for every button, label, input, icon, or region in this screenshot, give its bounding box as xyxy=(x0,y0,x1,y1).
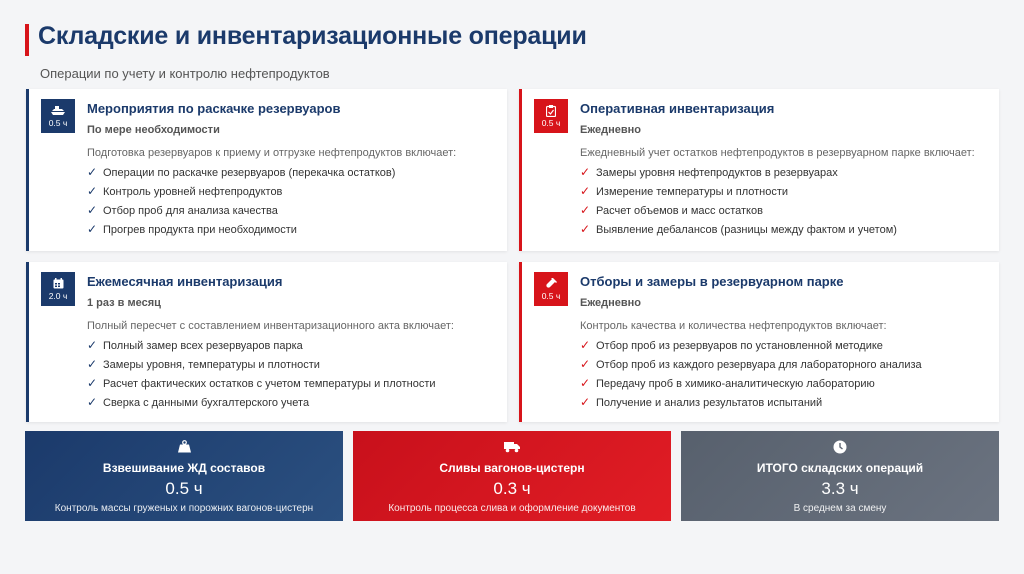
page-title: Складские и инвентаризационные операции xyxy=(38,22,587,50)
clipboard-check-icon xyxy=(546,105,556,117)
card-title: Оперативная инвентаризация xyxy=(580,101,775,116)
stat-value: 0.3 ч xyxy=(493,479,531,498)
card-badge xyxy=(534,99,568,133)
stat-rail-weighing xyxy=(25,431,343,521)
card-checklist xyxy=(580,339,922,415)
card-time: 2.0 ч xyxy=(48,290,68,301)
card-badge xyxy=(41,99,75,133)
check-icon: ✓ xyxy=(580,184,591,198)
stat-title: Сливы вагонов-цистерн xyxy=(439,461,585,475)
card-checklist xyxy=(87,339,436,415)
card-description: Подготовка резервуаров к приему и отгрузке нефтепродуктов включает: xyxy=(87,147,457,159)
card-time: 0.5 ч xyxy=(541,117,561,128)
card-time: 0.5 ч xyxy=(48,117,68,128)
clock-icon xyxy=(681,440,999,456)
check-icon: ✓ xyxy=(580,395,591,409)
stat-title: Взвешивание ЖД составов xyxy=(102,461,266,475)
stat-tank-car-unloading xyxy=(353,431,671,521)
card-description: Полный пересчет с составлением инвентаризационного акта включает: xyxy=(87,320,454,332)
list-item: ✓ Прогрев продукта при необходимости xyxy=(87,222,297,236)
card-title: Отборы и замеры в резервуарном парке xyxy=(580,274,844,289)
list-item: ✓ Сверка с данными бухгалтерского учета xyxy=(87,395,310,409)
weight-icon xyxy=(25,440,343,456)
card-frequency: Ежедневно xyxy=(580,297,641,309)
check-icon: ✓ xyxy=(580,357,591,371)
card-badge xyxy=(534,272,568,306)
card-frequency: По мере необходимости xyxy=(87,124,220,136)
check-icon: ✓ xyxy=(580,376,591,390)
list-item: ✓ Отбор проб из резервуаров по установленной методике xyxy=(580,338,883,352)
list-item: ✓ Получение и анализ результатов испытаний xyxy=(580,395,823,409)
check-icon: ✓ xyxy=(580,203,591,217)
list-item: ✓ Отбор проб для анализа качества xyxy=(87,203,278,217)
list-item: ✓ Выявление дебалансов (разницы между фактом и учетом) xyxy=(580,222,897,236)
list-item: ✓ Полный замер всех резервуаров парка xyxy=(87,338,303,352)
list-item: ✓ Измерение температуры и плотности xyxy=(580,184,789,198)
stat-description: Контроль процесса слива и оформление документов xyxy=(388,503,636,514)
card-checklist xyxy=(87,166,395,242)
stat-value: 0.5 ч xyxy=(165,479,203,498)
stat-title: ИТОГО складских операций xyxy=(756,461,924,475)
card-description: Контроль качества и количества нефтепродуктов включает: xyxy=(580,320,887,332)
list-item: ✓ Замеры уровня нефтепродуктов в резервуарах xyxy=(580,165,838,179)
title-accent-bar xyxy=(25,24,29,56)
list-item: ✓ Отбор проб из каждого резервуара для лабораторного анализа xyxy=(580,357,922,371)
check-icon: ✓ xyxy=(87,357,98,371)
stat-value: 3.3 ч xyxy=(821,479,859,498)
calendar-icon xyxy=(53,278,64,290)
card-monthly-inventory xyxy=(26,262,507,422)
check-icon: ✓ xyxy=(87,203,98,217)
check-icon: ✓ xyxy=(87,338,98,352)
card-tank-rocking xyxy=(26,89,507,251)
card-badge xyxy=(41,272,75,306)
stat-total-operations xyxy=(681,431,999,521)
list-item: ✓ Замеры уровня, температуры и плотности xyxy=(87,357,320,371)
card-title: Ежемесячная инвентаризация xyxy=(87,274,283,289)
card-description: Ежедневный учет остатков нефтепродуктов в резервуарном парке включает: xyxy=(580,147,975,159)
ship-icon xyxy=(51,105,65,117)
check-icon: ✓ xyxy=(87,376,98,390)
card-operational-inventory xyxy=(519,89,999,251)
list-item: ✓ Расчет объемов и масс остатков xyxy=(580,203,763,217)
list-item: ✓ Передачу проб в химико-аналитическую лабораторию xyxy=(580,376,875,390)
list-item: ✓ Контроль уровней нефтепродуктов xyxy=(87,184,283,198)
card-frequency: 1 раз в месяц xyxy=(87,297,161,309)
list-item: ✓ Операции по раскачке резервуаров (перекачка остатков) xyxy=(87,165,396,179)
test-tube-icon xyxy=(546,278,557,290)
truck-icon xyxy=(353,440,671,456)
check-icon: ✓ xyxy=(580,222,591,236)
check-icon: ✓ xyxy=(87,184,98,198)
check-icon: ✓ xyxy=(580,338,591,352)
card-sampling-measurements xyxy=(519,262,999,422)
card-title: Мероприятия по раскачке резервуаров xyxy=(87,101,341,116)
check-icon: ✓ xyxy=(87,222,98,236)
card-time: 0.5 ч xyxy=(541,290,561,301)
list-item: ✓ Расчет фактических остатков с учетом температуры и плотности xyxy=(87,376,436,390)
card-checklist xyxy=(580,166,897,242)
stat-description: В среднем за смену xyxy=(793,503,887,514)
check-icon: ✓ xyxy=(87,395,98,409)
check-icon: ✓ xyxy=(580,165,591,179)
stat-description: Контроль массы груженых и порожних вагонов-цистерн xyxy=(54,503,314,514)
card-frequency: Ежедневно xyxy=(580,124,641,136)
page-subtitle: Операции по учету и контролю нефтепродуктов xyxy=(40,66,330,81)
check-icon: ✓ xyxy=(87,165,98,179)
